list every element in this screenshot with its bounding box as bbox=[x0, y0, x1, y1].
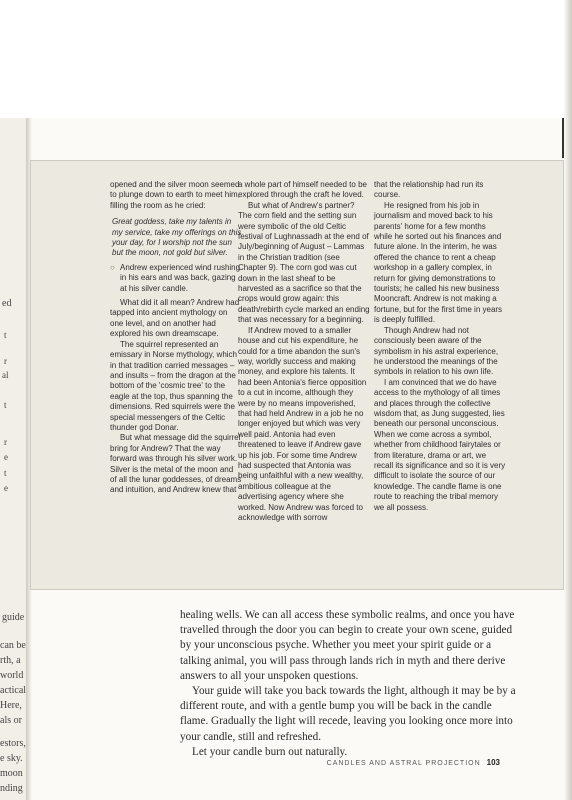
bleed-text: e sky. bbox=[0, 753, 23, 764]
paragraph: If Andrew moved to a smaller house and cut his expenditure, he could for a time abandon the sun's way, worldly success and making money, and explore his talents. It had been Antonia's fierce opposition to a cut in income, although they were by no means impoverished, that had held Andrew in a job he no longer enjoyed but which was very well paid. Antonia had even threatened to leave if Andrew gave up his job. For some time Andrew had suspected that Antonia was being unfaithful with a new wealthy, ambitious colleague at the advertising agency where she worked. Now Andrew was forced to acknowledge with sorrow bbox=[238, 325, 367, 522]
paragraph: Your guide will take you back towards the light, although it may be by a different route, and with a gentle bump you will be back in the candle flame. Gradually the light will recede, leaving you looking once more into your candle, still and refreshed. bbox=[180, 685, 516, 743]
bleed-text: t bbox=[4, 330, 7, 340]
paragraph: Let your candle burn out naturally. bbox=[192, 745, 348, 758]
page-edge-shadow bbox=[564, 0, 572, 800]
bleed-text: t bbox=[4, 400, 7, 410]
bleed-text: t bbox=[4, 468, 7, 478]
bleed-text: al bbox=[2, 370, 9, 380]
bleed-text: nding bbox=[0, 783, 23, 794]
paragraph: He resigned from his job in journalism and moved back to his parents' home for a few months while he sorted out his finances and future alone. In the interim, he was offered the chance to rent a cheap workshop in a gallery complex, in return for giving demonstrations to tourists; he called his new business Mooncraft. Andrew is not making a fortune, but for the first time in years is deeply fulfilled. bbox=[374, 200, 503, 325]
binding-mark bbox=[562, 118, 564, 158]
paragraph: What did it all mean? Andrew had tapped into ancient mythology on one level, and on another had explored his own dreamscape. bbox=[110, 298, 240, 339]
paragraph: The squirrel represented an emissary in Norse mythology, which in that tradition carried messages – and insults – from the dragon at the bottom of the 'cosmic tree' to the eagle at the top, thus spanning the dimensions. Red squirrels were the special messengers of the Celtic thunder god Donar. bbox=[110, 339, 238, 432]
paragraph: But what message did the squirrel bring for Andrew? That the way forward was through his silver work. Silver is the metal of the moon and of all the lunar goddesses, of dreams and intuition, and Andrew knew that bbox=[110, 433, 242, 495]
bleed-text: moon bbox=[0, 768, 23, 779]
box-column-1 bbox=[110, 180, 242, 496]
bleed-text: Here, bbox=[0, 700, 22, 711]
bleed-text: e bbox=[4, 452, 8, 462]
bleed-text: e bbox=[4, 483, 8, 493]
paragraph: But what of Andrew's partner? The corn field and the setting sun were symbolic of the old Celtic festival of Lughnassadh at the end of July/beginning of August – Lammas in the Christian tradition (see Chapter 9). The corn god was cut down in the last sheaf to be harvested as a sacrifice so that the crops would grow again: this death/rebirth cycle marked an ending that was necessary for a beginning. bbox=[238, 200, 370, 325]
quotation: Great goddess, take my talents in my service, take my offerings on this your day, for I worship not the sun but the moon, not gold but silver. bbox=[112, 217, 242, 258]
bleed-text: guide bbox=[2, 612, 25, 623]
bleed-text: als or bbox=[0, 715, 22, 726]
page-number: 103 bbox=[486, 758, 500, 767]
bleed-text: can be bbox=[0, 640, 26, 651]
bullet-item bbox=[110, 263, 242, 294]
body-text bbox=[180, 608, 516, 760]
paragraph: Though Andrew had not consciously been aware of the symbolism in his astral experience, he understood the meanings of the symbols in relation to his own life. bbox=[374, 325, 499, 377]
page-footer bbox=[327, 758, 500, 767]
paragraph: that the relationship had run its course. bbox=[374, 180, 484, 200]
bleed-text: r bbox=[4, 356, 7, 366]
bullet-text: Andrew experienced wind rushing in his ears and was back, gazing at his silver candle. bbox=[120, 262, 241, 293]
scan-top-margin bbox=[0, 0, 572, 118]
running-head: CANDLES AND ASTRAL PROJECTION bbox=[326, 760, 481, 767]
bleed-text: r bbox=[4, 437, 7, 447]
bleed-text: rth, a bbox=[0, 655, 21, 666]
bleed-text: actical bbox=[0, 685, 27, 696]
bleed-text: estors, bbox=[0, 738, 26, 749]
bleed-text: ed bbox=[2, 298, 12, 309]
box-column-3 bbox=[374, 180, 506, 513]
bleed-text: world bbox=[0, 670, 24, 681]
paragraph: I am convinced that we do have access to the mythology of all times and places through the collective wisdom that, as Jung suggested, lies beneath our personal unconscious. When we come across a symbol, whether from childhood fairytales or from literature, drama or art, we recall its significance and so it is very difficult to isolate the source of our knowledge. The candle flame is one route to reaching the tribal memory we all possess. bbox=[374, 377, 506, 512]
paragraph: opened and the silver moon seemed to plunge down to earth to meet him, filling the room as he cried: bbox=[110, 180, 240, 210]
box-column-2 bbox=[238, 180, 370, 523]
paragraph: healing wells. We can all access these symbolic realms, and once you have travelled through the door you can begin to create your own scene, guided by your unconscious psyche. Whether you meet your spirit guide or a talking animal, you will pass through lands rich in myth and there derive answers to all your unspoken questions. bbox=[180, 609, 515, 682]
bullet-icon: ○ bbox=[110, 262, 115, 272]
paragraph: a whole part of himself needed to be explored through the craft he loved. bbox=[238, 180, 367, 200]
